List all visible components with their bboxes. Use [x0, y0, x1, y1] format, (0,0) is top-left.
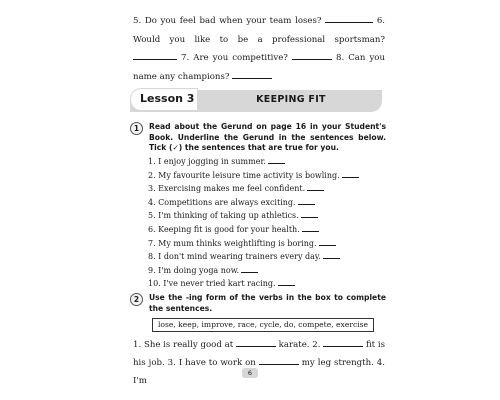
- sentence-text: 3. Exercising makes me feel confident.: [148, 184, 306, 194]
- tick-blank[interactable]: [323, 252, 340, 259]
- sentence-text: 10. I've never tried kart racing.: [148, 279, 276, 289]
- list-item: [148, 196, 368, 210]
- answer-blank[interactable]: [259, 357, 299, 365]
- answer-blank[interactable]: [325, 15, 373, 23]
- sentence-text: 9. I'm doing yoga now.: [148, 265, 240, 275]
- answer-blank[interactable]: [133, 52, 177, 60]
- list-item: [148, 169, 368, 183]
- list-item: [148, 209, 368, 223]
- tick-blank[interactable]: [278, 279, 295, 286]
- tick-blank[interactable]: [302, 225, 319, 232]
- sentence-fragment: karate. 2.: [278, 340, 321, 350]
- task-instruction: Use the -ing form of the verbs in the box to complete the sentences.: [149, 293, 386, 313]
- sentence-text: 1. I enjoy jogging in summer.: [148, 157, 266, 166]
- sentence-list: [148, 155, 368, 291]
- task-number: 2: [130, 293, 143, 306]
- task-number: 1: [130, 122, 143, 135]
- sentence-text: 2. My favourite leisure time activity is bowling.: [148, 170, 340, 180]
- answer-blank[interactable]: [236, 339, 276, 347]
- task-1: [130, 122, 386, 154]
- task-2: [130, 293, 386, 314]
- question-8: 8. Can you name any champions?: [133, 53, 386, 82]
- tick-blank[interactable]: [298, 197, 315, 204]
- question-5: 5. Do you feel bad when your team loses?: [133, 16, 322, 26]
- list-item: [148, 182, 368, 196]
- question-7: 7. Are you competitive?: [181, 53, 288, 63]
- exercise-continuation: [133, 12, 385, 86]
- sentence-text: 7. My mum thinks weightlifting is boring.: [148, 238, 317, 248]
- sentence-text: 6. Keeping fit is good for your health.: [148, 224, 300, 234]
- tick-blank[interactable]: [301, 211, 318, 218]
- list-item: [148, 155, 368, 169]
- tick-blank[interactable]: [342, 170, 359, 177]
- list-item: [148, 223, 368, 237]
- exercise-2-sentences: [133, 336, 385, 390]
- answer-blank[interactable]: [323, 339, 363, 347]
- tick-blank[interactable]: [319, 238, 336, 245]
- sentence-text: 4. Competitions are always exciting.: [148, 197, 296, 207]
- task-instruction: Read about the Gerund on page 16 in your Student's Book. Underline the Gerund in the sentences below. Tick (✓) the sentences that are true for you.: [149, 122, 386, 153]
- answer-blank[interactable]: [292, 52, 332, 60]
- lesson-title: KEEPING FIT: [256, 94, 326, 105]
- sentence-text: 8. I don't mind wearing trainers every day.: [148, 252, 321, 262]
- list-item: [148, 277, 368, 291]
- sentence-fragment: 1. She is really good at: [133, 340, 234, 350]
- sentence-fragment: my leg strength. 4. I'm: [133, 358, 386, 386]
- word-box: lose, keep, improve, race, cycle, do, compete, exercise: [152, 318, 374, 332]
- list-item: [148, 250, 368, 264]
- tick-blank[interactable]: [268, 157, 285, 164]
- tick-blank[interactable]: [307, 184, 324, 191]
- page-number: 6: [242, 368, 258, 378]
- tick-blank[interactable]: [241, 265, 258, 272]
- question-6: 6. Would you like to be a professional sportsman?: [133, 16, 386, 45]
- list-item: [148, 237, 368, 251]
- sentence-fragment: fit is his job. 3. I have to work on: [133, 340, 386, 368]
- sentence-text: 5. I'm thinking of taking up athletics.: [148, 211, 299, 221]
- list-item: [148, 264, 368, 278]
- answer-blank[interactable]: [232, 71, 272, 79]
- lesson-label: Lesson 3: [140, 92, 195, 105]
